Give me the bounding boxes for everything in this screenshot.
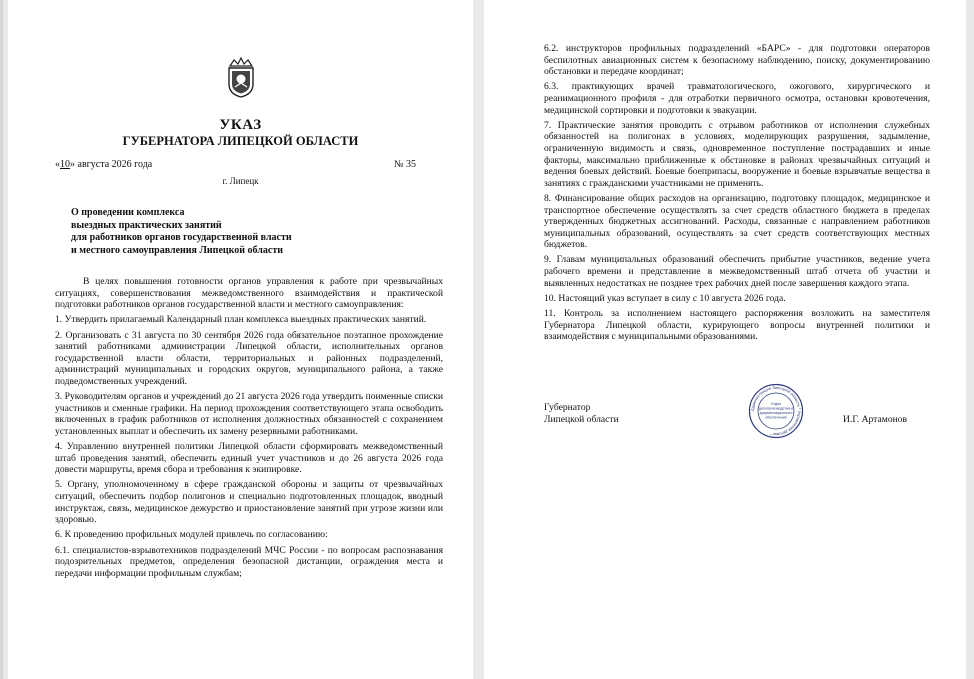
decree-subject bbox=[71, 207, 371, 257]
clause-paragraph: 8. Финансирование общих расходов на организацию, подготовку площадок, медицинское и транспортное обеспечение осуществлять за счет средств областного бюджета в пределах утвержденных бюджетных ассигнований. Расходы, связанные с направлением работников муниципальных образований, осуществлять за счет средств соответствующих местных бюджетов. bbox=[544, 192, 930, 251]
clause-paragraph: 6.3. практикующих врачей травматологического, ожогового, хирургического и реанимационного профиля - для отработки первичного осмотра, остановки кровотечения, медицинской сортировки и подготовки к эвакуации. bbox=[544, 81, 930, 116]
official-seal-stamp bbox=[748, 383, 804, 439]
clause-paragraph: 6.2. инструкторов профильных подразделений «БАРС» - для подготовки операторов беспилотных авиационных систем к безопасному наблюдению, поиску, документированию обстановки и передаче координат; bbox=[544, 43, 930, 78]
seal-center-line: делопроизводства и bbox=[759, 406, 793, 411]
clause-paragraph: 5. Органу, уполномоченному в сфере гражданской обороны и защиты от чрезвычайных ситуаций, обеспечить подбор полигонов и специально подготовленных площадок, вводный инструктаж, связь, медицинское дежурство и приостановление занятий при угрозе жизни или здоровью. bbox=[55, 479, 443, 526]
subject-line: О проведении комплекса bbox=[71, 207, 185, 218]
clause-paragraph: 4. Управлению внутренней политики Липецкой области сформировать межведомственный штаб проведения занятий, обеспечить единый учет участников и до 26 августа 2026 года довести маршруты, время сбора и требования к экипировке. bbox=[55, 441, 443, 476]
subject-line: для работников органов государственной власти bbox=[71, 232, 292, 243]
clause-paragraph: 2. Организовать с 31 августа по 30 сентября 2026 года обязательное поэтапное прохождение занятий работниками администрации Липецкой области, исполнительных органов государственной власти области, территориальных и районных подразделений, администраций муниципальных и городских округов, муниципального района, а также подведомственных учреждений. bbox=[55, 329, 443, 387]
decree-title: УКАЗ bbox=[219, 117, 262, 133]
document-page-1 bbox=[8, 0, 473, 679]
left-edge-gutter bbox=[0, 0, 3, 679]
subject-line: и местного самоуправления Липецкой области bbox=[71, 244, 284, 256]
coat-of-arms-icon bbox=[224, 56, 258, 98]
decree-date: «10» августа 2026 года bbox=[55, 159, 153, 170]
decree-city: г. Липецк bbox=[222, 176, 259, 186]
decree-body-page-1 bbox=[55, 276, 443, 583]
seal-center-line: документационного bbox=[759, 411, 793, 415]
clause-paragraph: 11. Контроль за исполнением настоящего распоряжения возложить на заместителя Губернатора Липецкой области, курирующего вопросы внутренней политики и взаимодействия с муниципальными образованиями. bbox=[544, 308, 930, 343]
seal-center-line: Отдел bbox=[770, 402, 782, 406]
seal-ring-text: Администрация Липецкой области * Управление делами * bbox=[749, 384, 803, 438]
clause-paragraph: 1. Утвердить прилагаемый Календарный план комплекса выездных практических занятий. bbox=[55, 314, 427, 326]
signer-title bbox=[544, 402, 619, 426]
seal-center-line: обеспечения bbox=[765, 415, 787, 420]
clause-paragraph: 9. Главам муниципальных образований обеспечить прибытие участников, ведение учета рабочего времени и представление в межведомственный штаб отчета об участии и выявленных недостатках не позднее трех рабочих дней после завершения каждого этапа. bbox=[544, 254, 930, 289]
decree-issuer: ГУБЕРНАТОРА ЛИПЕЦКОЙ ОБЛАСТИ bbox=[122, 134, 359, 148]
decree-number: № 35 bbox=[394, 159, 417, 170]
preamble-paragraph: В целях повышения готовности органов управления к работе при чрезвычайных ситуациях, совершенствования межведомственного взаимодействия и практической подготовки работников органов государственной власти и местного самоуправления: bbox=[55, 276, 443, 311]
clause-paragraph: 7. Практические занятия проводить с отрывом работников от исполнения служебных обязанностей на полигонах в условиях, моделирующих разрушения, задымление, ограниченную видимость и связь, одновременное поступление пострадавших и иные факторы, максимально приближенные к обстановке в районах чрезвычайных ситуаций и ведения боевых действий. Боевые боеприпасы, вооружение и боевые взрывчатые вещества в занятиях с гражданскими участниками не применять. bbox=[544, 119, 930, 189]
decree-body-page-2 bbox=[544, 43, 930, 346]
signer-name: И.Г. Артамонов bbox=[843, 414, 908, 425]
subject-line: выездных практических занятий bbox=[71, 219, 222, 231]
clause-paragraph: 3. Руководителям органов и учреждений до 21 августа 2026 года утвердить поименные списки участников и сменные графики. На период прохождения соответствующего этапа освободить включенных в график работников от исполнения должностных обязанностей с сохранением установленных выплат и обеспечить их замену резервными работниками. bbox=[55, 391, 443, 437]
clause-paragraph: 10. Настоящий указ вступает в силу с 10 августа 2026 года. bbox=[544, 292, 786, 304]
document-page-2 bbox=[484, 0, 966, 679]
signer-title-line: Липецкой области bbox=[544, 414, 619, 425]
signer-title-line: Губернатор bbox=[544, 402, 591, 413]
decree-date-day: 10 bbox=[60, 159, 70, 170]
clause-paragraph: 6. К проведению профильных модулей привлечь по согласованию: bbox=[55, 529, 328, 541]
clause-paragraph: 6.1. специалистов-взрывотехников подразделений МЧС России - по вопросам распознавания подозрительных предметов, определения безопасной дистанции, ограждения места и передачи информации профильным службам; bbox=[55, 544, 443, 579]
